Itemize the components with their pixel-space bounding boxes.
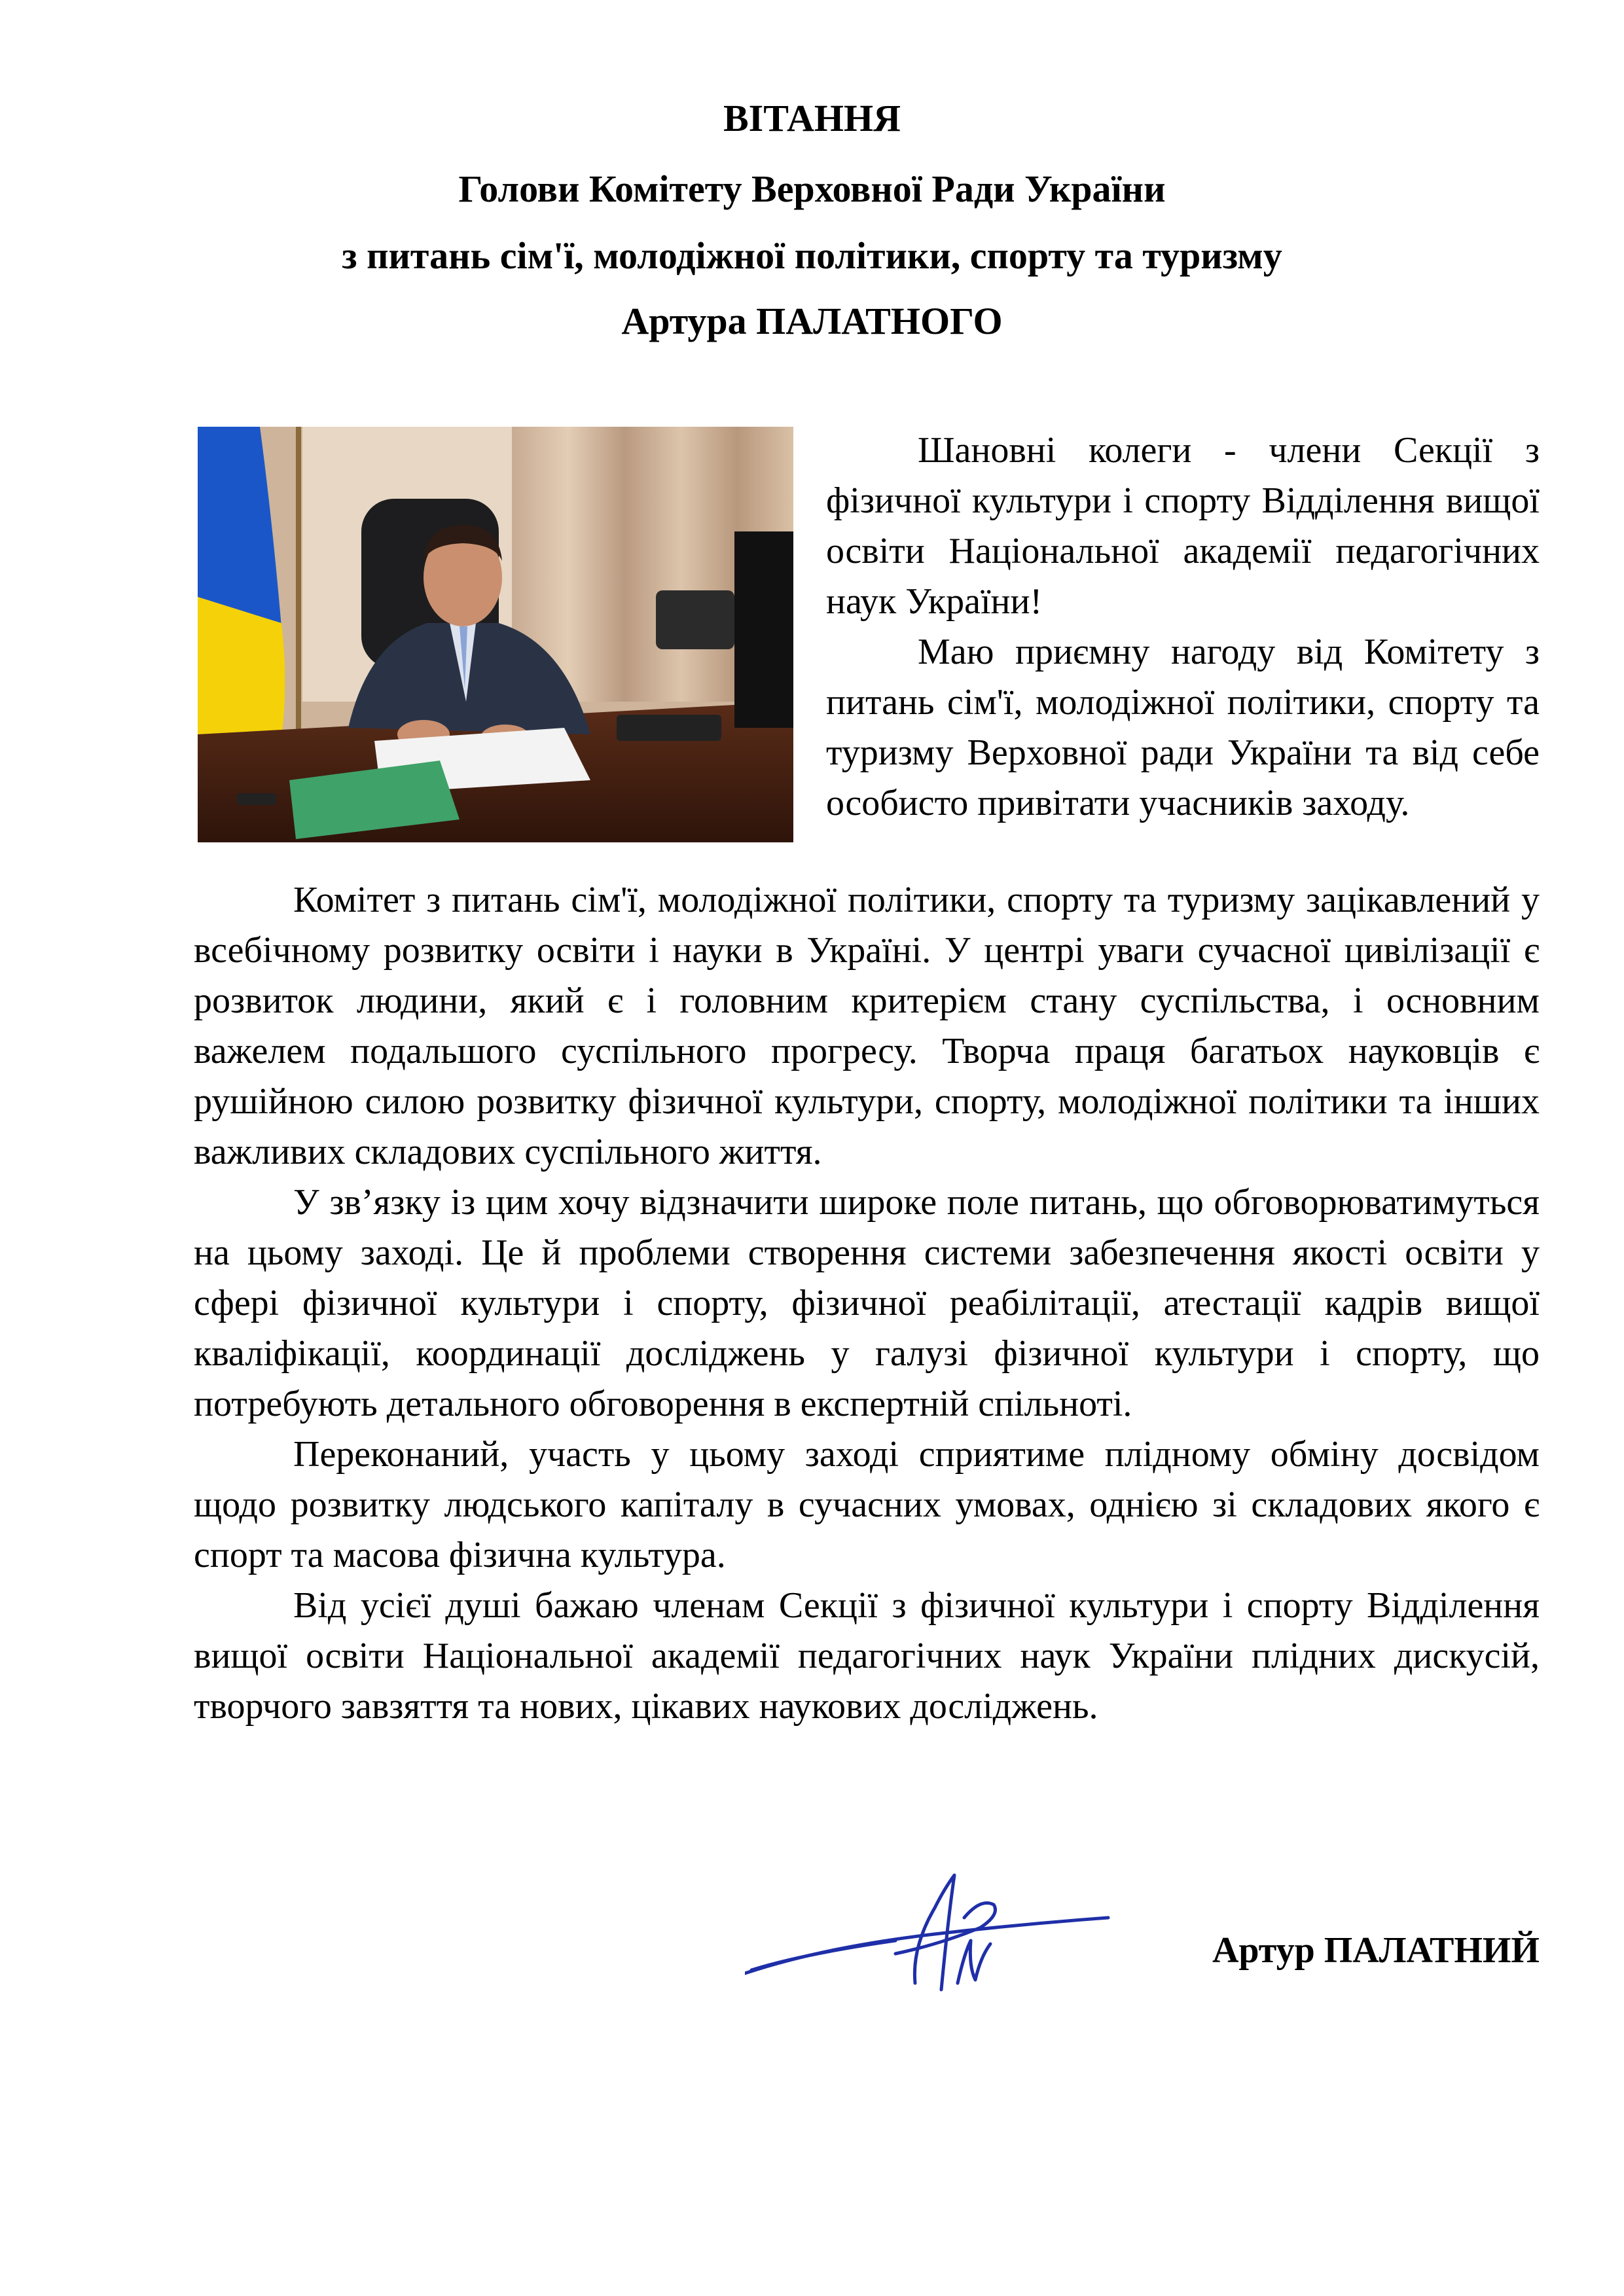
body-paragraph: Комітет з питань сім'ї, молодіжної політики, спорту та туризму зацікавлений у всебічному розвитку освіти і науки в Україні. У центрі уваги сучасної цивілізації є розвиток людини, який є і головним критерієм стану суспільства, і основним важелем подальшого суспільного прогресу. Творча праця багатьох науковців є рушійною силою розвитку фізичної культури, спорту, молодіжної політики та інших важливих складових суспільного життя. [194,880,1540,1172]
body-paragraph: У зв’язку із цим хочу відзначити широке поле питань, що обговорюватимуться на цьому заході. Це й проблеми створення системи забезпечення якості освіти у сфері фізичної культури і спорту, фізичної реабілітації, атестації кадрів вищої кваліфікації, координації досліджень у галузі фізичної культури і спорту, що потребують детального обговорення в експертній спільноті. [194,1182,1540,1424]
greeting-subtitle-committee: з питань сім'ї, молодіжної політики, спорту та туризму [342,234,1282,277]
intro-paragraph-address: Шановні колеги - члени Секції з фізичної культури і спорту Відділення вищої освіти Національної академії педагогічних наук України! [826,430,1540,622]
portrait-photo [198,427,793,842]
intro-paragraph-greeting: Маю приємну нагоду від Комітету з питань сім'ї, молодіжної політики, спорту та туризму Верховної ради України та від себе особисто привітати учасників заходу. [826,632,1540,823]
signatory-name: Артур ПАЛАТНИЙ [1212,1930,1540,1971]
body-paragraph: Переконаний, участь у цьому заході сприятиме плідному обміну досвідом щодо розвитку людського капіталу в сучасних умовах, однією зі складових якого є спорт та масова фізична культура. [194,1434,1540,1575]
handwritten-signature-icon [745,1869,1111,2000]
greeting-title: ВІТАННЯ [723,97,901,139]
greeting-body [194,875,1540,1732]
greeting-subtitle-position: Голови Комітету Верховної Ради України [458,168,1166,210]
greeting-intro [826,425,1540,829]
body-paragraph: Від усієї душі бажаю членам Секції з фізичної культури і спорту Відділення вищої освіти Національної академії педагогічних наук України плідних дискусій, творчого завзяття та нових, цікавих наукових досліджень. [194,1585,1540,1727]
greeting-subtitle-name: Артура ПАЛАТНОГО [621,300,1003,342]
